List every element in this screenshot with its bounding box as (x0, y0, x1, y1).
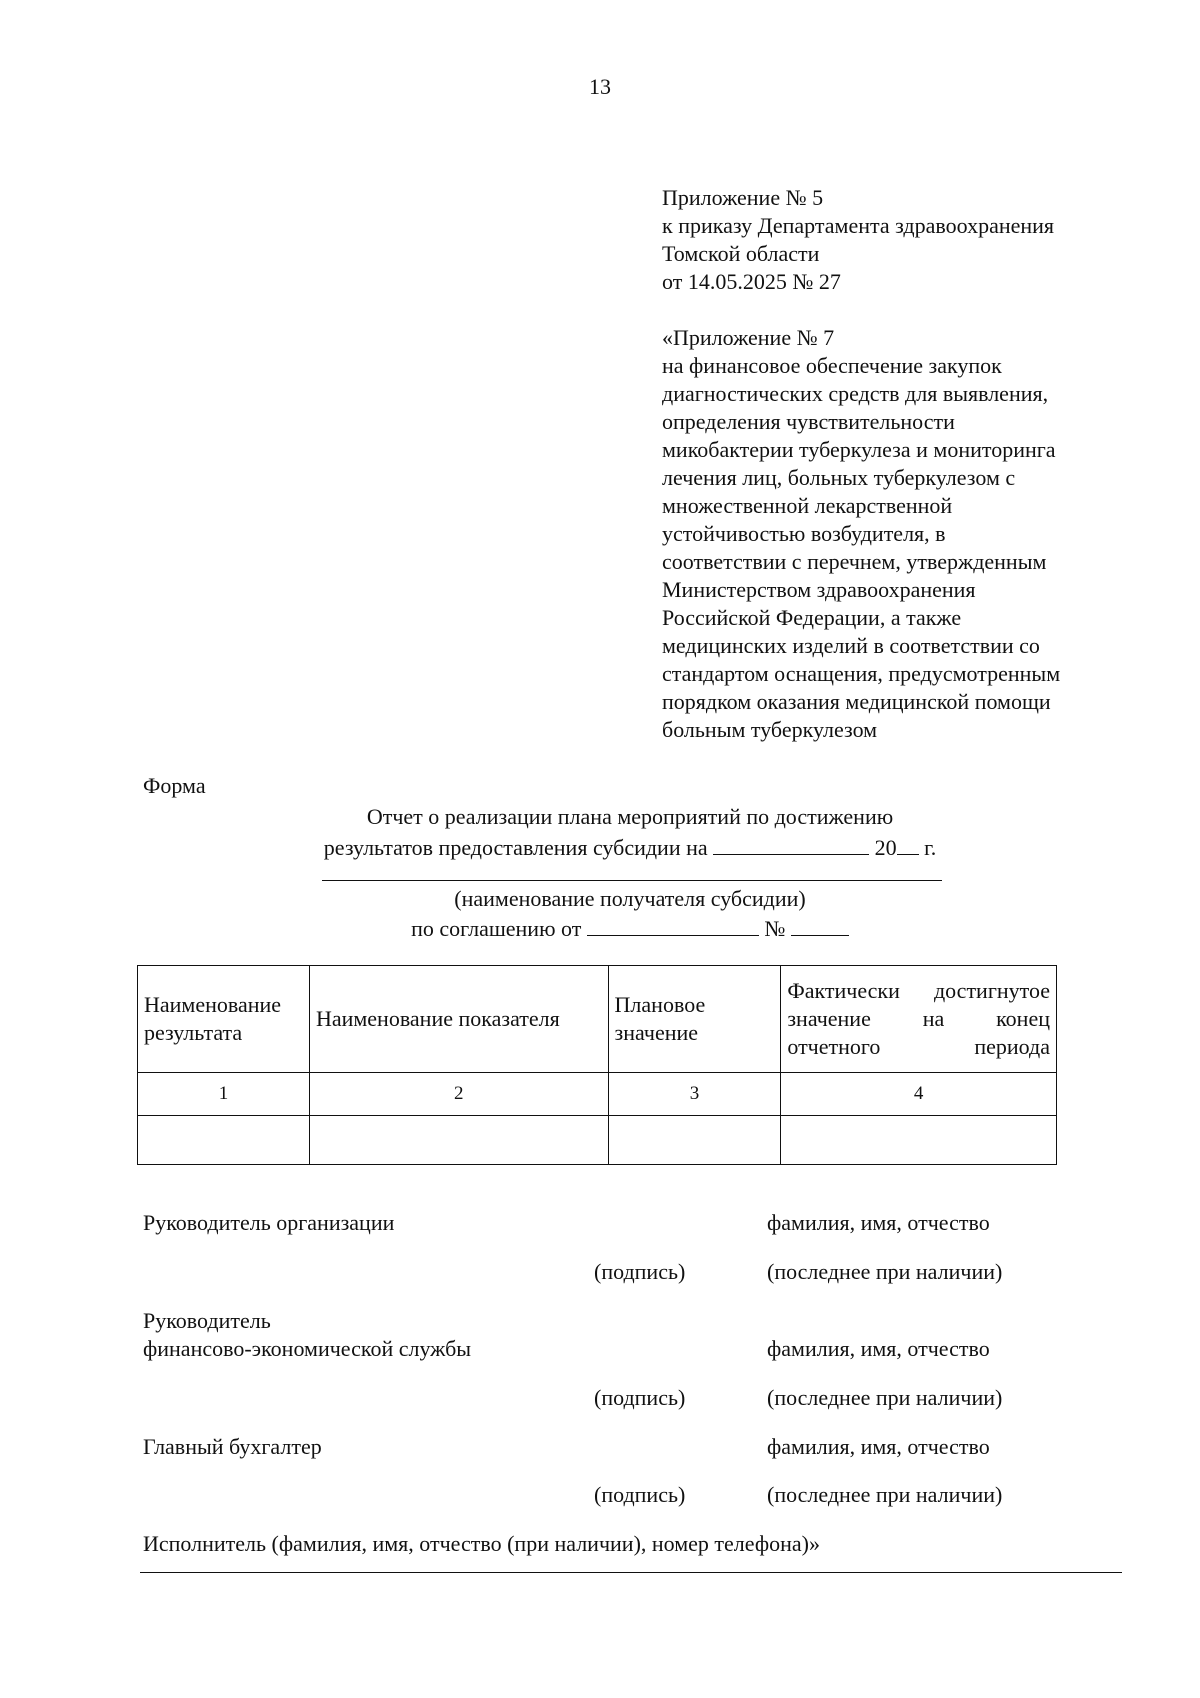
fio-label: фамилия, имя, отчество (767, 1210, 990, 1235)
inner-appendix-line: лечения лиц, больных туберкулезом с (662, 465, 1016, 490)
appendix-line: Томской области (662, 241, 820, 266)
table-cell[interactable] (138, 1116, 310, 1165)
fio-label: фамилия, имя, отчество (767, 1434, 990, 1459)
header-planned-value: Плановое значение (608, 966, 781, 1073)
column-number: 3 (608, 1073, 781, 1116)
table-cell[interactable] (309, 1116, 608, 1165)
bottom-divider (140, 1572, 1122, 1573)
signature-label: (подпись) (594, 1482, 686, 1507)
inner-appendix-line: больным туберкулезом (662, 717, 878, 742)
recipient-caption: (наименование получателя субсидии) (454, 886, 806, 911)
agreement-number-label: № (764, 916, 786, 941)
table-header-row (138, 966, 1057, 1073)
column-number: 4 (781, 1073, 1057, 1116)
inner-appendix-line: на финансовое обеспечение закупок (662, 353, 1002, 378)
inner-appendix-line: порядком оказания медицинской помощи (662, 689, 1051, 714)
table-number-row (138, 1073, 1057, 1116)
inner-appendix-line: устойчивостью возбудителя, в (662, 521, 946, 546)
last-name-note: (последнее при наличии) (767, 1385, 1003, 1410)
header-indicator-name: Наименование показателя (309, 966, 608, 1073)
title-line-1: Отчет о реализации плана мероприятий по достижению (366, 804, 894, 829)
appendix-header (662, 184, 1122, 744)
title-line-2 (0, 832, 1200, 863)
last-name-note: (последнее при наличии) (767, 1259, 1003, 1284)
inner-appendix-line: медицинских изделий в соответствии со (662, 633, 1040, 658)
inner-appendix-line: микобактерии туберкулеза и мониторинга (662, 437, 1056, 462)
form-label: Форма (143, 773, 206, 798)
agreement-prefix: по соглашению от (411, 916, 582, 941)
inner-appendix-line: Министерством здравоохранения (662, 577, 976, 602)
chief-accountant-label: Главный бухгалтер (143, 1434, 322, 1459)
page-number: 13 (589, 74, 611, 99)
recipient-block (0, 884, 1200, 944)
recipient-name-line[interactable] (322, 880, 942, 881)
title-prefix: результатов предоставления субсидии на (323, 835, 708, 860)
signature-label: (подпись) (594, 1385, 686, 1410)
head-fin-label-2: финансово-экономической службы (143, 1336, 472, 1361)
inner-appendix-line: стандартом оснащения, предусмотренным (662, 661, 1061, 686)
report-table (137, 965, 1057, 1165)
year-suffix: г. (924, 835, 937, 860)
inner-appendix-line: Российской Федерации, а также (662, 605, 962, 630)
executor-label: Исполнитель (фамилия, имя, отчество (при наличии), номер телефона)» (143, 1531, 820, 1556)
agreement-line (0, 914, 1200, 944)
head-fin-label-1: Руководитель (143, 1308, 271, 1333)
table-row (138, 1116, 1057, 1165)
header-result-name: Наименование результата (138, 966, 310, 1073)
head-org-label: Руководитель организации (143, 1210, 395, 1235)
fio-label: фамилия, имя, отчество (767, 1336, 990, 1361)
agreement-date-blank[interactable] (587, 915, 759, 936)
inner-appendix-line: множественной лекарственной (662, 493, 953, 518)
signature-label: (подпись) (594, 1259, 686, 1284)
report-title (0, 801, 1200, 863)
appendix-line: Приложение № 5 (662, 185, 824, 210)
column-number: 2 (309, 1073, 608, 1116)
date-blank[interactable] (713, 834, 869, 855)
year-blank[interactable] (897, 834, 919, 855)
inner-appendix-line: определения чувствительности (662, 409, 955, 434)
inner-appendix-line: диагностических средств для выявления, (662, 381, 1049, 406)
header-actual-value: Фактически достигнутое значение на конец отчетного периода (781, 966, 1057, 1073)
year-prefix: 20 (874, 835, 897, 860)
column-number: 1 (138, 1073, 310, 1116)
inner-appendix-line: «Приложение № 7 (662, 325, 835, 350)
agreement-number-blank[interactable] (791, 915, 849, 936)
table-cell[interactable] (781, 1116, 1057, 1165)
appendix-line: к приказу Департамента здравоохранения (662, 213, 1055, 238)
inner-appendix-line: соответствии с перечнем, утвержденным (662, 549, 1047, 574)
table-cell[interactable] (608, 1116, 781, 1165)
last-name-note: (последнее при наличии) (767, 1482, 1003, 1507)
appendix-line: от 14.05.2025 № 27 (662, 269, 841, 294)
